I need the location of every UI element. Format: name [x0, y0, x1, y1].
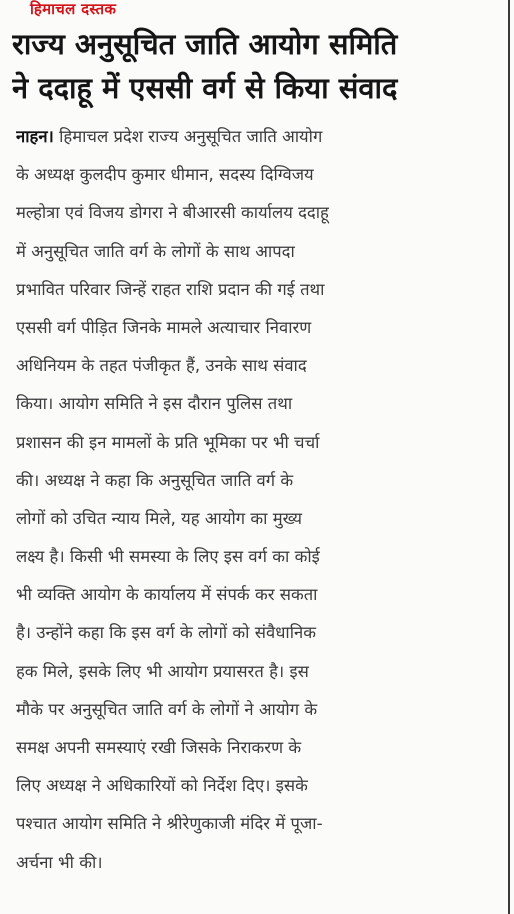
article-line: के अध्यक्ष कुलदीप कुमार धीमान, सदस्य दिग्विजय	[16, 165, 314, 185]
article-line: है। उन्होंने कहा कि इस वर्ग के लोगों को संवैधानिक	[16, 623, 316, 643]
article-line: प्रशासन की इन मामलों के प्रति भूमिका पर भी चर्चा	[16, 432, 320, 452]
article-line: में अनुसूचित जाति वर्ग के लोगों के साथ आपदा	[16, 241, 295, 261]
article-line: मल्होत्रा एवं विजय डोगरा ने बीआरसी कार्यालय ददाहू	[16, 203, 329, 223]
article-body	[16, 118, 502, 882]
article-line: हक मिले, इसके लिए भी आयोग प्रयासरत है। इस	[16, 661, 309, 681]
headline	[12, 22, 504, 110]
article-line: किया। आयोग समिति ने इस दौरान पुलिस तथा	[16, 394, 293, 414]
article-line: अर्चना भी की।	[16, 852, 103, 872]
article-line: प्रभावित परिवार जिन्हें राहत राशि प्रदान की गई तथा	[16, 279, 325, 299]
article-line: लक्ष्य है। किसी भी समस्या के लिए इस वर्ग का कोई	[16, 547, 320, 567]
article-line: लोगों को उचित न्याय मिले, यह आयोग का मुख्य	[16, 508, 302, 528]
newspaper-name: हिमाचल दस्तक	[30, 0, 117, 18]
article-line: मौके पर अनुसूचित जाति वर्ग के लोगों ने आयोग के	[16, 699, 318, 719]
article-line	[16, 118, 502, 156]
column-rule	[508, 0, 510, 914]
article-line: भी व्यक्ति आयोग के कार्यालय में संपर्क कर सकता	[16, 585, 318, 605]
article-line: लिए अध्यक्ष ने अधिकारियों को निर्देश दिए। इसके	[16, 776, 308, 796]
dateline: नाहन।	[16, 127, 54, 146]
headline-line-1: राज्य अनुसूचित जाति आयोग समिति	[12, 27, 398, 61]
article-line: समक्ष अपनी समस्याएं रखी जिसके निराकरण के	[16, 738, 302, 757]
article-line: एससी वर्ग पीड़ित जिनके मामले अत्याचार निवारण	[16, 317, 312, 337]
article-line: पश्चात आयोग समिति ने श्रीरेणुकाजी मंदिर में पूजा-	[16, 814, 323, 834]
headline-line-2: ने ददाहू में एससी वर्ग से किया संवाद	[12, 71, 398, 105]
article-line: अधिनियम के तहत पंजीकृत हैं, उनके साथ संवाद	[16, 356, 307, 376]
article-line: की। अध्यक्ष ने कहा कि अनुसूचित जाति वर्ग के	[16, 470, 294, 490]
article-line-text: हिमाचल प्रदेश राज्य अनुसूचित जाति आयोग	[53, 127, 323, 146]
